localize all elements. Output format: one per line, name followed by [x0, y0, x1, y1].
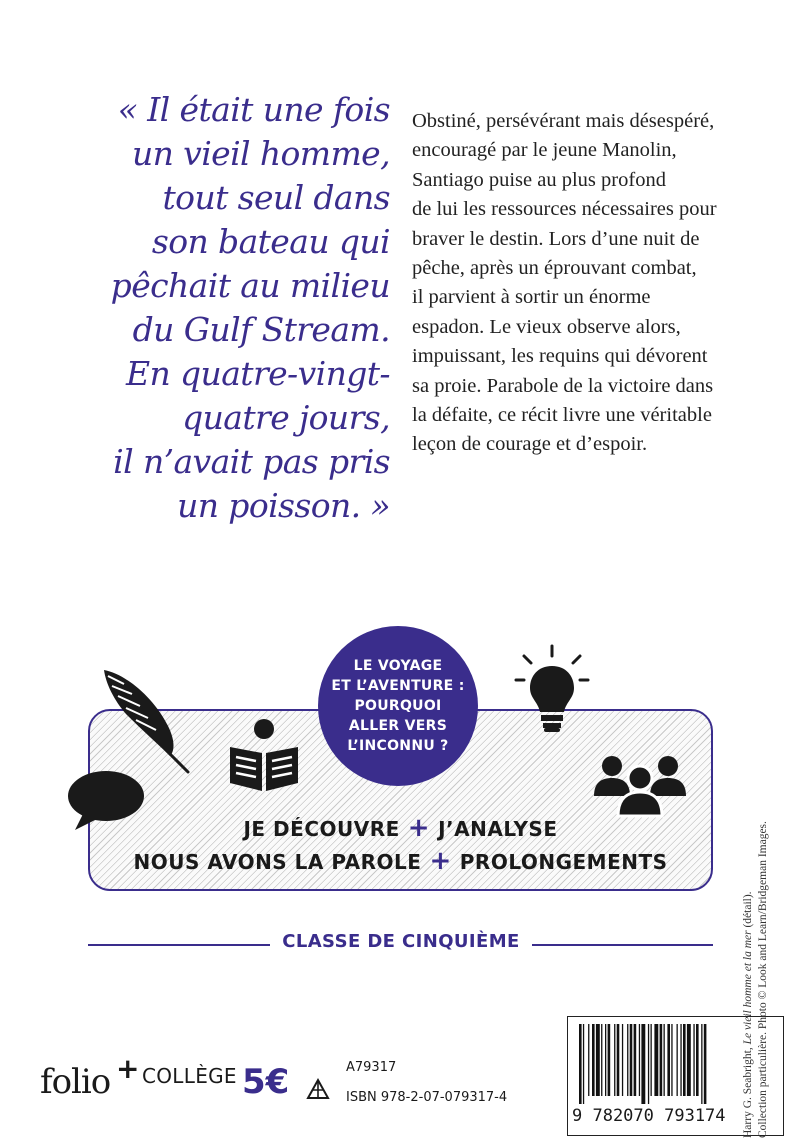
section-extensions: PROLONGEMENTS	[459, 850, 668, 874]
barcode-digits: 9 782070 793174	[572, 1106, 726, 1126]
section-discover: JE DÉCOUVRE	[243, 817, 400, 841]
sections-row-2	[88, 846, 713, 876]
quote-line: quatre jours,	[182, 398, 390, 437]
credit-title: Le vieil homme et la mer	[742, 930, 754, 1045]
folio-brand: folio	[40, 1062, 111, 1102]
section-analyse: J’ANALYSE	[438, 817, 558, 841]
credit-detail: (détail).	[742, 891, 754, 931]
quote-block	[40, 88, 390, 528]
credit-line-2: Collection particulière. Photo © Look and Learn/Bridgeman Images.	[757, 821, 769, 1138]
summary-text	[412, 107, 782, 460]
divider-right	[532, 944, 713, 946]
price: 5€	[242, 1062, 290, 1102]
theme-line: LE VOYAGE	[353, 658, 443, 674]
theme-line: ET L’AVENTURE :	[331, 678, 465, 694]
plus-separator: +	[407, 813, 431, 843]
theme-line: ALLER VERS	[348, 718, 448, 734]
class-level: CLASSE DE CINQUIÈME	[282, 931, 520, 952]
credit-author: Harry G. Seabright,	[742, 1044, 754, 1138]
theme-line: L’INCONNU ?	[347, 738, 449, 754]
summary-line: de lui les ressources nécessaires pour	[412, 198, 717, 221]
quote-line: un vieil homme,	[131, 134, 390, 173]
summary-line: la défaite, ce récit livre une véritable	[412, 404, 712, 427]
summary-line: il parvient à sortir un énorme	[412, 286, 651, 309]
quote-line: pêchait au milieu	[110, 266, 390, 305]
plus-separator: +	[429, 846, 452, 876]
product-code: A79317	[346, 1060, 397, 1075]
quote-line: il n’avait pas pris	[113, 442, 390, 481]
quote-line: « Il était une fois	[117, 90, 390, 129]
summary-line: braver le destin. Lors d’une nuit de	[412, 227, 700, 250]
quote-line: son bateau qui	[151, 222, 390, 261]
quote-line: tout seul dans	[162, 178, 390, 217]
summary-line: sa proie. Parabole de la victoire dans	[412, 374, 714, 397]
summary-line: leçon de courage et d’espoir.	[412, 433, 648, 456]
group-icon	[592, 752, 688, 818]
summary-line: impuissant, les requins qui dévorent	[412, 345, 708, 368]
isbn: ISBN 978-2-07-079317-4	[346, 1090, 508, 1105]
theme-badge	[318, 626, 478, 786]
reading-person-icon	[226, 717, 302, 793]
sections-row-1	[88, 813, 713, 843]
summary-line: pêche, après un éprouvant combat,	[412, 257, 697, 280]
summary-line: Santiago puise au plus profond	[412, 168, 666, 191]
summary-line: Obstiné, persévérant mais désespéré,	[412, 110, 715, 132]
theme-line: POURQUOI	[354, 698, 442, 714]
bookseller-logo-icon	[305, 1076, 331, 1102]
lightbulb-icon	[514, 644, 590, 736]
summary-line: espadon. Le vieux observe alors,	[412, 315, 681, 338]
credit-line-1	[741, 821, 756, 1138]
summary-line: encouragé par le jeune Manolin,	[412, 139, 677, 162]
quote-line: un poisson. »	[177, 486, 390, 525]
quill-icon	[96, 664, 200, 776]
divider-left	[88, 944, 270, 946]
quote-line: du Gulf Stream.	[132, 310, 390, 349]
image-credit	[741, 821, 771, 1138]
folio-plus: +	[116, 1052, 140, 1085]
quote-line: En quatre-vingt-	[126, 354, 390, 393]
section-speak: NOUS AVONS LA PAROLE	[133, 850, 422, 874]
series-name: COLLÈGE	[142, 1064, 237, 1088]
